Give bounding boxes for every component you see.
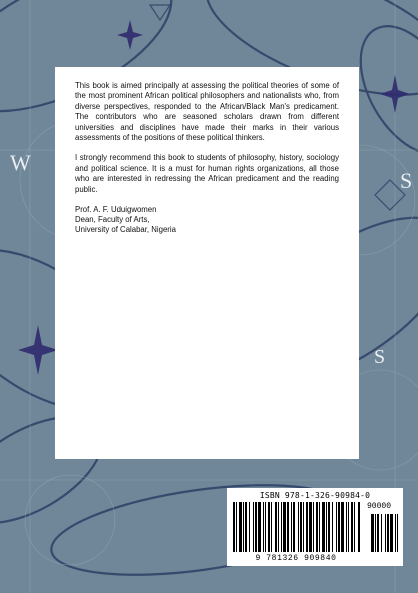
barcode-number: 9 781326 909840 xyxy=(255,554,337,563)
endorsement-signature xyxy=(75,205,339,236)
blurb-paragraph-2: I strongly recommend this book to students of philosophy, history, sociology and political science. It is a must for human rights organizations, all those who are interested in redressing the African predicament and the reading public. xyxy=(75,153,339,194)
compass-letter-s-upper: S xyxy=(400,168,413,193)
price-code-label: 90000 xyxy=(367,502,392,511)
endorser-name: Prof. A. F. Uduigwomen xyxy=(75,205,157,215)
endorser-institution: University of Calabar, Nigeria xyxy=(75,225,176,235)
blurb-paragraph-1: This book is aimed principally at assessing the political theories of some of the most prominent African political philosophers and nationalists who, from diverse perspectives, responded to the African/Black Man's predicament. The contributors who are seasoned scholars drawn from different universities and disciplines have made their marks in their various assessments of the positions of these political thinkers. xyxy=(75,81,339,143)
compass-letter-s-lower: S xyxy=(374,346,386,368)
compass-letter-w: W xyxy=(10,150,31,175)
blurb-panel xyxy=(55,67,359,459)
barcode-bars xyxy=(231,502,401,554)
endorser-title: Dean, Faculty of Arts, xyxy=(75,215,150,225)
isbn-barcode-panel xyxy=(227,488,403,566)
isbn-label: ISBN 978-1-326-90984-0 xyxy=(259,491,371,500)
